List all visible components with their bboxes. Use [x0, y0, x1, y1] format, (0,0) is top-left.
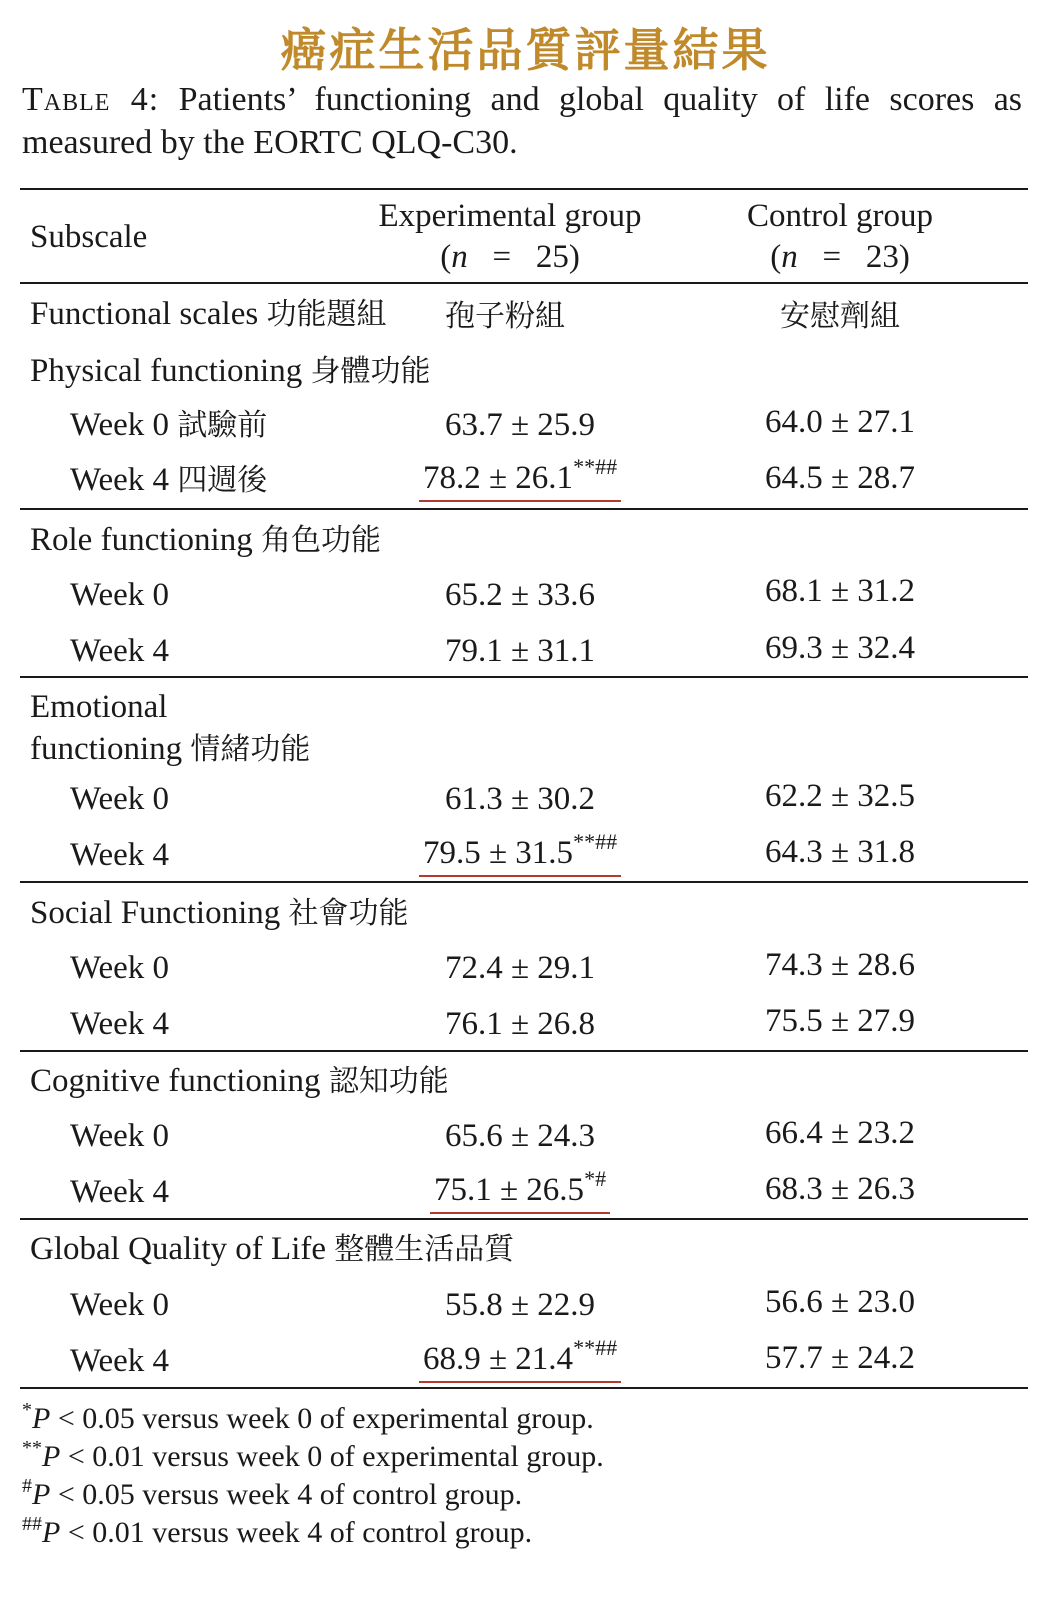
value-text: 79.5 ± 31.5 [422, 835, 574, 871]
week-text: Week 0 [70, 407, 170, 443]
value-text: 74.3 ± 28.6 [764, 947, 916, 983]
experimental-value [355, 1116, 685, 1156]
section-divider [20, 508, 1028, 510]
table-bottom-rule [20, 1387, 1028, 1389]
experimental-value [355, 1285, 685, 1325]
experimental-group-cjk [340, 296, 670, 337]
value-text: 57.7 ± 24.2 [764, 1340, 916, 1376]
row-week-label [70, 1285, 169, 1325]
functional-scales-cjk: 功能題組 [266, 297, 387, 332]
column-header-experimental-name: Experimental group [378, 198, 642, 234]
control-value [690, 1001, 990, 1041]
row-week-label [70, 1116, 169, 1156]
experimental-value [355, 1004, 685, 1044]
footnote-text: < 0.01 versus week 0 of experimental group. [67, 1440, 604, 1473]
section-title-cjk: 認知功能 [328, 1064, 449, 1099]
table-top-rule [20, 188, 1028, 190]
footnote [22, 1476, 604, 1514]
section-title [30, 893, 409, 934]
control-value [690, 1169, 990, 1209]
experimental-value [355, 575, 685, 615]
section-divider [20, 881, 1028, 883]
section-title-line2 [30, 728, 310, 771]
value-text: 75.5 ± 27.9 [764, 1003, 916, 1039]
significant-value [430, 1166, 610, 1214]
significance-mark: *# [584, 1166, 607, 1191]
row-week-label [70, 779, 169, 819]
significance-mark: **## [573, 829, 618, 854]
control-value [690, 628, 990, 668]
row-week-label [70, 1341, 169, 1381]
n-value: 23 [865, 239, 899, 275]
value-text: 76.1 ± 26.8 [444, 1006, 596, 1042]
column-header-control-name: Control group [746, 198, 934, 234]
week-text: Week 4 [70, 1174, 170, 1210]
section-title-text: Physical functioning [30, 353, 303, 389]
control-value [690, 458, 990, 498]
value-text: 68.9 ± 21.4 [422, 1341, 574, 1377]
experimental-value [355, 1335, 685, 1383]
section-title [30, 1229, 514, 1270]
control-group-cjk-text: 安慰劑組 [780, 299, 900, 334]
column-header-control-n: (n = 23) [770, 239, 910, 275]
section-divider [20, 676, 1028, 678]
table-header-rule [20, 282, 1028, 284]
experimental-value [355, 631, 685, 671]
control-value [690, 945, 990, 985]
n-label: n [451, 239, 468, 275]
value-text: 64.3 ± 31.8 [764, 834, 916, 870]
row-week-label [70, 460, 267, 501]
functional-scales-label [30, 294, 386, 335]
value-text: 63.7 ± 25.9 [444, 407, 596, 443]
week-text: Week 0 [70, 950, 170, 986]
value-text: 65.2 ± 33.6 [444, 577, 596, 613]
n-label: n [781, 239, 798, 275]
week-text: Week 4 [70, 462, 170, 498]
column-header-control [690, 196, 990, 278]
significance-mark: **## [573, 1335, 618, 1360]
control-value [690, 776, 990, 816]
section-divider [20, 1218, 1028, 1220]
section-title-text: Role functioning [30, 522, 253, 558]
section-title [30, 686, 310, 771]
section-title [30, 351, 430, 392]
week-text: Week 0 [70, 577, 170, 613]
footnotes [22, 1400, 604, 1552]
table-caption-text: Patients’ functioning and global quality of life scores as measured by the EORTC QLQ-C30. [22, 81, 1023, 161]
footnote-p: P [42, 1516, 61, 1549]
section-title-text: Emotional [30, 689, 168, 725]
footnote-p: P [32, 1402, 51, 1435]
value-text: 64.5 ± 28.7 [764, 460, 916, 496]
week-cjk: 四週後 [177, 463, 268, 498]
footnote-text: < 0.01 versus week 4 of control group. [67, 1516, 533, 1549]
week-text: Week 0 [70, 1287, 170, 1323]
footnote-mark: * [22, 1399, 32, 1421]
control-group-cjk [690, 296, 990, 337]
section-title-cjk: 情緒功能 [190, 732, 311, 767]
column-header-experimental [345, 196, 675, 278]
experimental-value [355, 1166, 685, 1214]
value-text: 65.6 ± 24.3 [444, 1118, 596, 1154]
value-text: 55.8 ± 22.9 [444, 1287, 596, 1323]
section-title-text: Global Quality of Life [30, 1231, 327, 1267]
experimental-value [355, 779, 685, 819]
value-text: 79.1 ± 31.1 [444, 633, 596, 669]
footnote-p: P [32, 1478, 51, 1511]
row-week-label [70, 835, 169, 875]
footnote-mark: ** [22, 1437, 42, 1459]
page-heading: 癌症生活品質評量結果 [280, 23, 771, 77]
value-text: 61.3 ± 30.2 [444, 781, 596, 817]
significant-value [419, 829, 621, 877]
value-text: 64.0 ± 27.1 [764, 404, 916, 440]
footnote [22, 1514, 604, 1552]
experimental-value [355, 454, 685, 502]
column-header-experimental-n: (n = 25) [440, 239, 580, 275]
week-text: Week 4 [70, 1006, 170, 1042]
functional-scales-text: Functional scales [30, 296, 259, 332]
value-text: 66.4 ± 23.2 [764, 1115, 916, 1151]
row-week-label [70, 948, 169, 988]
footnote-mark: # [22, 1475, 32, 1497]
value-text: 68.1 ± 31.2 [764, 573, 916, 609]
column-header-subscale: Subscale [30, 219, 148, 255]
section-title-cjk: 社會功能 [288, 896, 409, 931]
week-text: Week 4 [70, 837, 170, 873]
control-value [690, 1113, 990, 1153]
section-title-text-line2: functioning [30, 731, 183, 767]
control-value [690, 1338, 990, 1378]
value-text: 75.1 ± 26.5 [433, 1172, 585, 1208]
value-text: 69.3 ± 32.4 [764, 630, 916, 666]
footnote [22, 1400, 604, 1438]
value-text: 68.3 ± 26.3 [764, 1171, 916, 1207]
row-week-label [70, 405, 267, 446]
n-equals: = [492, 239, 512, 275]
section-divider [20, 1050, 1028, 1052]
footnote-p: P [42, 1440, 61, 1473]
footnote-mark: ## [22, 1513, 42, 1535]
value-text: 78.2 ± 26.1 [422, 460, 574, 496]
week-text: Week 0 [70, 781, 170, 817]
section-title-cjk: 角色功能 [260, 523, 381, 558]
section-title-cjk: 身體功能 [310, 354, 431, 389]
table-caption [22, 78, 1022, 164]
n-equals: = [822, 239, 842, 275]
footnote-text: < 0.05 versus week 0 of experimental group. [57, 1402, 594, 1435]
week-text: Week 4 [70, 633, 170, 669]
section-title [30, 520, 381, 561]
value-text: 62.2 ± 32.5 [764, 778, 916, 814]
section-title [30, 1061, 449, 1102]
row-week-label [70, 1172, 169, 1212]
value-text: 56.6 ± 23.0 [764, 1284, 916, 1320]
control-value [690, 571, 990, 611]
experimental-group-cjk-text: 孢子粉組 [445, 299, 565, 334]
row-week-label [70, 575, 169, 615]
experimental-value [355, 829, 685, 877]
experimental-value [355, 405, 685, 445]
n-value: 25 [535, 239, 569, 275]
table-caption-label: Table 4: [22, 81, 160, 118]
section-title-text: Social Functioning [30, 895, 281, 931]
control-value [690, 402, 990, 442]
week-text: Week 0 [70, 1118, 170, 1154]
significant-value [419, 1335, 621, 1383]
row-week-label [70, 631, 169, 671]
significance-mark: **## [573, 454, 618, 479]
footnote-text: < 0.05 versus week 4 of control group. [57, 1478, 523, 1511]
week-text: Week 4 [70, 1343, 170, 1379]
row-week-label [70, 1004, 169, 1044]
section-title-text: Cognitive functioning [30, 1063, 321, 1099]
control-value [690, 1282, 990, 1322]
week-cjk: 試驗前 [177, 408, 268, 443]
experimental-value [355, 948, 685, 988]
control-value [690, 832, 990, 872]
footnote [22, 1438, 604, 1476]
section-title-cjk: 整體生活品質 [334, 1232, 515, 1267]
value-text: 72.4 ± 29.1 [444, 950, 596, 986]
significant-value [419, 454, 621, 502]
